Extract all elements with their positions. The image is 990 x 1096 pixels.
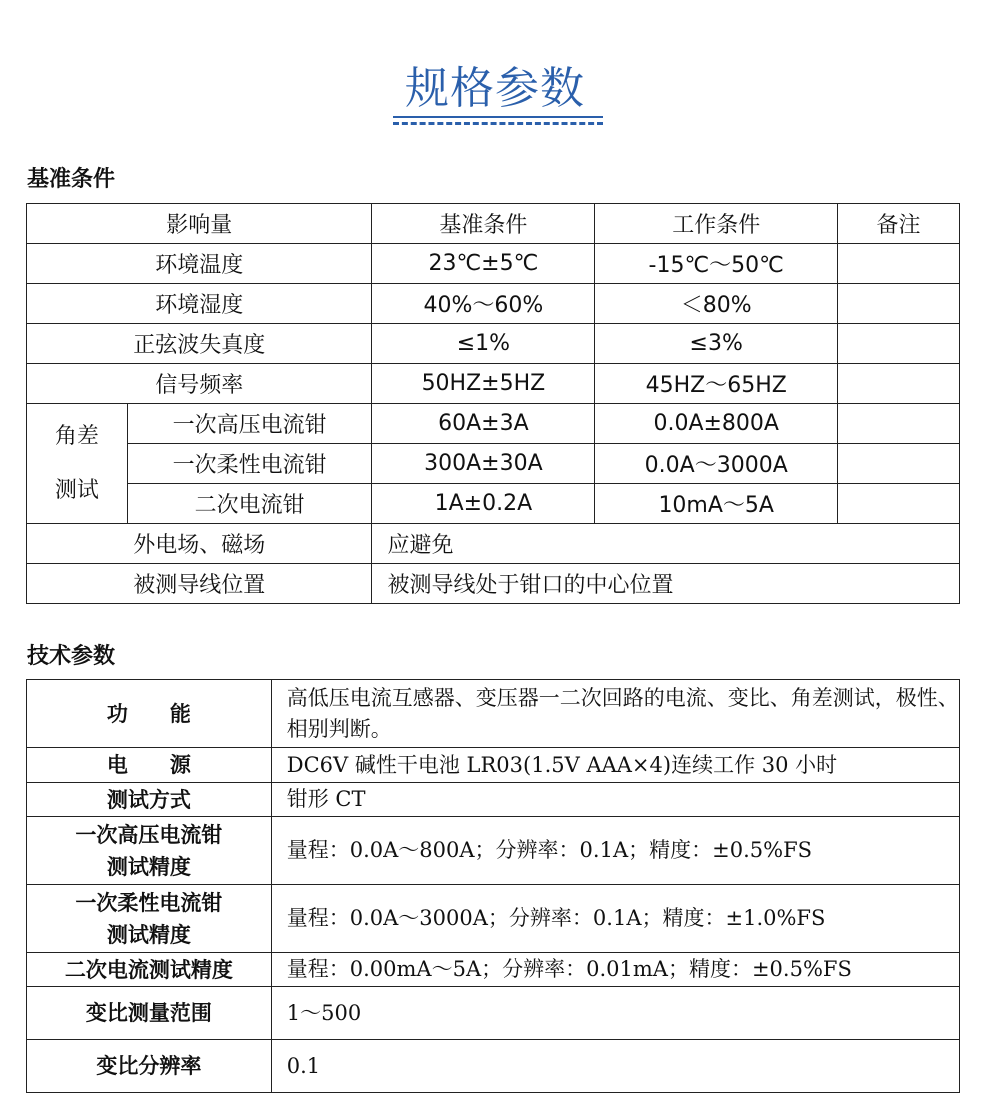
param-value: 钳形 CT (271, 783, 959, 817)
header-cell: 影响量 (27, 204, 372, 244)
table-row (27, 404, 960, 444)
param-value: 高低压电流互感器、变压器一二次回路的电流、变比、角差测试，极性、相别判断。 (271, 680, 959, 748)
table-row (27, 783, 960, 817)
item-cell: 被测导线位置 (27, 564, 372, 604)
item-cell: 外电场、磁场 (27, 524, 372, 564)
table-row (27, 484, 960, 524)
param-label-line: 一次高压电流钳 (75, 822, 223, 847)
item-cell: 正弦波失真度 (27, 324, 372, 364)
param-label: 电 源 (27, 748, 272, 783)
angle-test-group-label (27, 404, 128, 524)
working-cell: ≤3% (595, 324, 838, 364)
table-row (27, 444, 960, 484)
table-header-row (27, 204, 960, 244)
reference-cell: 60A±3A (372, 404, 595, 444)
table-row (27, 953, 960, 987)
table-row (27, 244, 960, 284)
param-value: DC6V 碱性干电池 LR03(1.5V AAA×4)连续工作 30 小时 (271, 748, 959, 783)
table-row (27, 885, 960, 953)
note-cell (838, 444, 960, 484)
reference-cell: ≤1% (372, 324, 595, 364)
page-title: 规格参数 (405, 63, 585, 114)
value-cell: 被测导线处于钳口的中心位置 (372, 564, 960, 604)
group-label-line: 角差 (54, 423, 99, 449)
working-cell: 10mA～5A (595, 484, 838, 524)
param-label: 二次电流测试精度 (27, 953, 272, 987)
header-cell: 备注 (838, 204, 960, 244)
param-label-line: 测试精度 (106, 854, 191, 879)
group-label-line: 测试 (54, 477, 99, 503)
param-label: 功 能 (27, 680, 272, 748)
param-value: 1～500 (271, 987, 959, 1040)
param-label: 测试方式 (27, 783, 272, 817)
working-cell: 0.0A～3000A (595, 444, 838, 484)
title-underline (393, 116, 603, 118)
tech-params-table (26, 679, 960, 1093)
title-underline-dashed (393, 122, 603, 125)
note-cell (838, 364, 960, 404)
param-value: 0.1 (271, 1040, 959, 1093)
table-row (27, 748, 960, 783)
note-cell (838, 244, 960, 284)
table-row (27, 564, 960, 604)
reference-cell: 50HZ±5HZ (372, 364, 595, 404)
header-cell: 工作条件 (595, 204, 838, 244)
reference-cell: 40%～60% (372, 284, 595, 324)
reference-cell: 300A±30A (372, 444, 595, 484)
tech-section-heading: 技术参数 (27, 644, 116, 669)
item-cell: 二次电流钳 (127, 484, 372, 524)
reference-cell: 23℃±5℃ (372, 244, 595, 284)
table-row (27, 284, 960, 324)
note-cell (838, 484, 960, 524)
table-row (27, 680, 960, 748)
item-cell: 信号频率 (27, 364, 372, 404)
param-label-line: 测试精度 (106, 922, 191, 947)
param-value: 量程：0.0A～800A；分辨率：0.1A；精度：±0.5%FS (271, 817, 959, 885)
param-label: 变比分辨率 (27, 1040, 272, 1093)
working-cell: ＜80% (595, 284, 838, 324)
table-row (27, 987, 960, 1040)
param-label: 变比测量范围 (27, 987, 272, 1040)
param-label (27, 817, 272, 885)
param-value: 量程：0.00mA～5A；分辨率：0.01mA；精度：±0.5%FS (271, 953, 959, 987)
working-cell: 0.0A±800A (595, 404, 838, 444)
item-cell: 一次高压电流钳 (127, 404, 372, 444)
reference-cell: 1A±0.2A (372, 484, 595, 524)
table-row (27, 324, 960, 364)
item-cell: 一次柔性电流钳 (127, 444, 372, 484)
item-cell: 环境温度 (27, 244, 372, 284)
table-row (27, 1040, 960, 1093)
note-cell (838, 284, 960, 324)
note-cell (838, 324, 960, 364)
table-row (27, 364, 960, 404)
param-label (27, 885, 272, 953)
reference-conditions-table (26, 203, 960, 604)
param-label-line: 一次柔性电流钳 (75, 890, 223, 915)
table-row (27, 817, 960, 885)
working-cell: 45HZ～65HZ (595, 364, 838, 404)
table-row (27, 524, 960, 564)
reference-section-heading: 基准条件 (27, 167, 116, 192)
note-cell (838, 404, 960, 444)
item-cell: 环境湿度 (27, 284, 372, 324)
header-cell: 基准条件 (372, 204, 595, 244)
param-value: 量程：0.0A～3000A；分辨率：0.1A；精度：±1.0%FS (271, 885, 959, 953)
value-cell: 应避免 (372, 524, 960, 564)
working-cell: -15℃～50℃ (595, 244, 838, 284)
